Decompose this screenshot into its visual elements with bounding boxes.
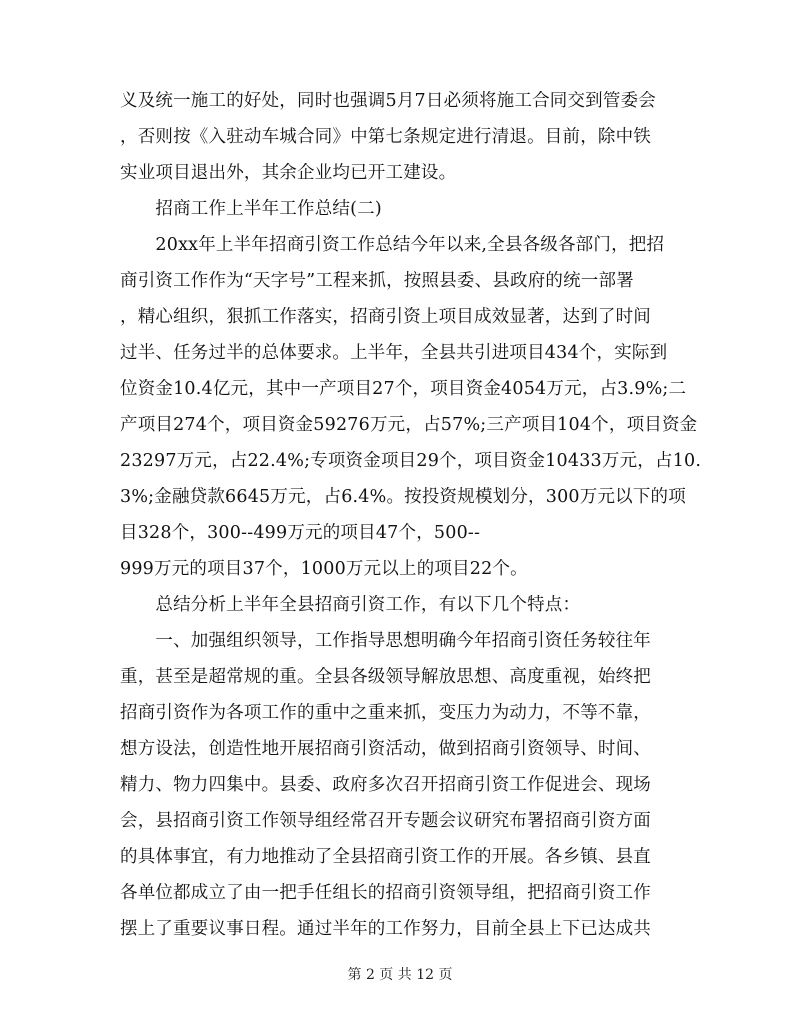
text-line: 产项目274个，项目资金59276万元，占57%;三产项目104个，项目资金: [120, 415, 698, 435]
text-line: 20xx年上半年招商引资工作总结今年以来,全县各级各部门，把招: [120, 235, 665, 255]
text-line: 位资金10.4亿元，其中一产项目27个，项目资金4054万元，占3.9%;二: [120, 379, 687, 399]
text-line: 一、加强组织领导，工作指导思想明确今年招商引资任务较往年: [120, 631, 651, 651]
page-number: 第 2 页 共 12 页: [347, 967, 453, 983]
text-line: 的具体事宜，有力地推动了全县招商引资工作的开展。各乡镇、县直: [120, 847, 651, 867]
text-line: 总结分析上半年全县招商引资工作，有以下几个特点：: [120, 595, 581, 615]
section-heading: 招商工作上半年工作总结(二): [120, 199, 382, 219]
text-line: 实业项目退出外，其余企业均已开工建设。: [120, 163, 457, 183]
text-line: 重，甚至是超常规的重。全县各级领导解放思想、高度重视，始终把: [120, 667, 651, 687]
text-line: ，否则按《入驻动车城合同》中第七条规定进行清退。目前，除中铁: [120, 127, 651, 147]
text-line: 目328个，300--499万元的项目47个，500--: [120, 523, 481, 543]
text-line: 过半、任务过半的总体要求。上半年，全县共引进项目434个，实际到: [120, 343, 668, 363]
text-line: 招商引资作为各项工作的重中之重来抓，变压力为动力，不等不靠，: [120, 703, 651, 723]
text-line: 精力、物力四集中。县委、政府多次召开招商引资工作促进会、现场: [120, 775, 651, 795]
text-line: ，精心组织，狠抓工作落实，招商引资上项目成效显著，达到了时间: [120, 307, 651, 327]
text-line: 想方设法，创造性地开展招商引资活动，做到招商引资领导、时间、: [120, 739, 651, 759]
text-line: 会，县招商引资工作领导组经常召开专题会议研究布署招商引资方面: [120, 811, 651, 831]
text-line: 23297万元，占22.4%;专项资金项目29个，项目资金10433万元，占10.: [120, 451, 702, 471]
text-line: 商引资工作作为“天字号”工程来抓，按照县委、县政府的统一部署: [120, 271, 634, 291]
text-line: 各单位都成立了由一把手任组长的招商引资领导组，把招商引资工作: [120, 883, 651, 903]
text-line: 摆上了重要议事日程。通过半年的工作努力，目前全县上下已达成共: [120, 919, 651, 939]
text-line: 999万元的项目37个，1000万元以上的项目22个。: [120, 559, 528, 579]
text-line: 义及统一施工的好处，同时也强调5月7日必须将施工合同交到管委会: [120, 91, 656, 111]
text-line: 3%;金融贷款6645万元，占6.4%。按投资规模划分，300万元以下的项: [120, 487, 686, 507]
